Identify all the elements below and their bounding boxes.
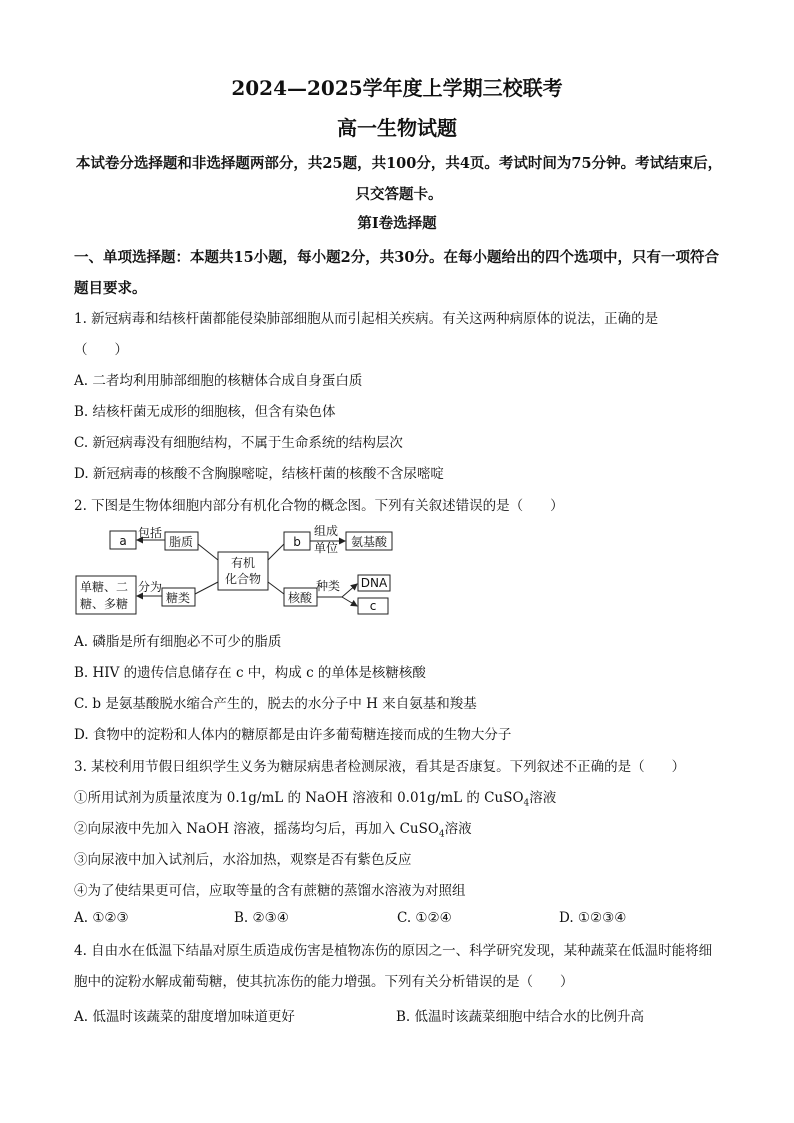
label-organic-line1: 有机: [230, 556, 256, 570]
q1-option-a: A. 二者均利用肺部细胞的核糖体合成自身蛋白质: [74, 373, 363, 389]
label-a: a: [119, 534, 127, 548]
q1-stem: 1. 新冠病毒和结核杆菌都能侵染肺部细胞从而引起相关疾病。有关这两种病原体的说法，正确的是: [74, 311, 659, 327]
label-b: b: [293, 535, 301, 549]
label-sugar-1: 单糖、二: [80, 580, 129, 594]
q3-option-b: B. ②③④: [234, 910, 289, 926]
label-include: 包括: [138, 526, 163, 540]
exam-instructions: 本试卷分选择题和非选择题两部分，共25题，共100分，共4页。考试时间为75分钟。考试结束后，只交答题卡。: [75, 155, 723, 203]
exam-title: 2024—2025学年度上学期三校联考: [231, 76, 563, 100]
section-title: 一、单项选择题：本题共15小题，每小题2分，共30分。在每小题给出的四个选项中，只有一项符合题目要求。: [74, 249, 719, 297]
q3-statement-1: ①所用试剂为质量浓度为 0.1g/mL 的 NaOH 溶液和 0.01g/mL 的 CuSO$_4$溶液: [74, 790, 557, 809]
label-lipid: 脂质: [168, 535, 194, 549]
q1-option-d: D. 新冠病毒的核酸不含胸腺嘧啶，结核杆菌的核酸不含尿嘧啶: [74, 466, 444, 482]
q3-statement-4: ④为了使结果更可信，应取等量的含有蔗糖的蒸馏水溶液为对照组: [74, 883, 466, 899]
label-kind: 种类: [316, 579, 341, 593]
label-sugar-2: 糖、多糖: [80, 597, 129, 611]
q3-statement-3: ③向尿液中加入试剂后，水浴加热，观察是否有紫色反应: [74, 852, 412, 868]
q4-option-a: A. 低温时该蔬菜的甜度增加味道更好: [74, 1009, 295, 1025]
q2-option-a: A. 磷脂是所有细胞必不可少的脂质: [74, 634, 282, 650]
q4-stem: 4. 自由水在低温下结晶对原生质造成伤害是植物冻伤的原因之一、科学研究发现，某种蔬菜在低温时能将细胞中的淀粉水解成葡萄糖，使其抗冻伤的能力增强。下列有关分析错误的是（ ）: [74, 943, 713, 990]
q1-option-b: B. 结核杆菌无成形的细胞核，但含有染色体: [74, 404, 336, 420]
q1-option-c: C. 新冠病毒没有细胞结构，不属于生命系统的结构层次: [74, 435, 403, 451]
q2-stem: 2. 下图是生物体细胞内部分有机化合物的概念图。下列有关叙述错误的是（ ）: [74, 498, 564, 514]
q4-option-b: B. 低温时该蔬菜细胞中结合水的比例升高: [396, 1009, 645, 1025]
q2-option-c: C. b 是氨基酸脱水缩合产生的，脱去的水分子中 H 来自氨基和羧基: [74, 696, 477, 712]
label-dna: DNA: [360, 576, 388, 590]
q2-option-b: B. HIV 的遗传信息储存在 c 中，构成 c 的单体是核糖核酸: [74, 665, 426, 681]
label-unit-1: 组成: [314, 524, 339, 538]
label-nucleic-acid: 核酸: [287, 591, 313, 605]
q3-option-a: A. ①②③: [74, 910, 129, 926]
q2-option-d: D. 食物中的淀粉和人体内的糖原都是由许多葡萄糖连接而成的生物大分子: [74, 727, 512, 743]
q3-option-c: C. ①②④: [397, 910, 452, 926]
q3-option-d: D. ①②③④: [559, 910, 627, 926]
label-amino-acid: 氨基酸: [350, 535, 388, 549]
exam-subject: 高一生物试题: [337, 116, 457, 140]
label-organic-line2: 化合物: [224, 572, 262, 586]
q1-answer-paren: （ ）: [74, 342, 128, 358]
label-carbohydrate: 糖类: [165, 591, 191, 605]
label-c: c: [369, 599, 377, 613]
concept-diagram: [70, 520, 430, 620]
label-divide: 分为: [138, 580, 163, 594]
label-unit-2: 单位: [314, 541, 339, 555]
q3-stem: 3. 某校利用节假日组织学生义务为糖尿病患者检测尿液，看其是否康复。下列叙述不正确的是（ ）: [74, 759, 686, 775]
part-title: 第Ⅰ卷选择题: [357, 215, 437, 232]
q3-statement-2: ②向尿液中先加入 NaOH 溶液，摇荡均匀后，再加入 CuSO$_4$溶液: [74, 821, 472, 840]
